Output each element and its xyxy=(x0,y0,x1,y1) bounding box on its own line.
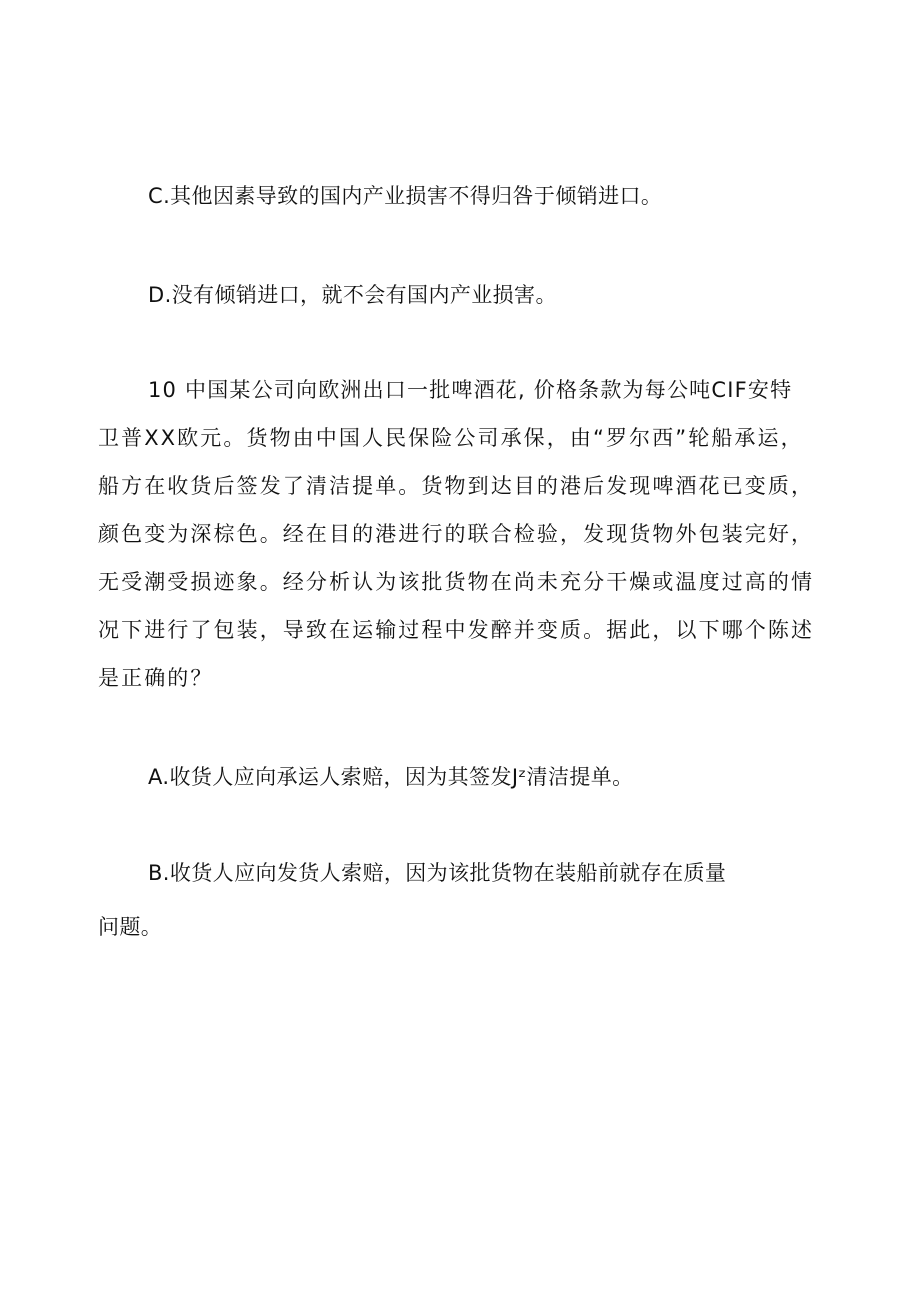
question-line: 是正确的？ xyxy=(98,666,214,690)
question-line: 船方在收货后签发了清洁提单。货物到达目的港后发现啤酒花已变质， xyxy=(98,474,815,498)
question-line: 10 中国某公司向欧洲出口一批啤酒花, 价格条款为每公吨CIF安特 xyxy=(148,378,793,402)
question-line: 况下进行了包装，导致在运输过程中发醉并变质。据此，以下哪个陈述 xyxy=(98,618,815,642)
question-line: 颜色变为深棕色。经在目的港进行的联合检验，发现货物外包装完好， xyxy=(98,522,815,546)
question-line: 无受潮受损迹象。经分析认为该批货物在尚未充分干燥或温度过高的情 xyxy=(98,570,815,594)
option-a-text: A.收货人应向承运人索赔，因为其签发Jᶻ清洁提单。 xyxy=(148,765,634,789)
option-c-text: C.其他因素导致的国内产业损害不得归咎于倾销进口。 xyxy=(148,184,663,208)
question-line: 卫普XX欧元。货物由中国人民保险公司承保，由“罗尔西”轮船承运， xyxy=(98,426,804,450)
option-b-line: B.收货人应向发货人索赔，因为该批货物在装船前就存在质量 xyxy=(148,861,727,885)
option-d-text: D.没有倾销进口，就不会有国内产业损害。 xyxy=(148,283,557,307)
option-b-line: 问题。 xyxy=(98,915,163,939)
